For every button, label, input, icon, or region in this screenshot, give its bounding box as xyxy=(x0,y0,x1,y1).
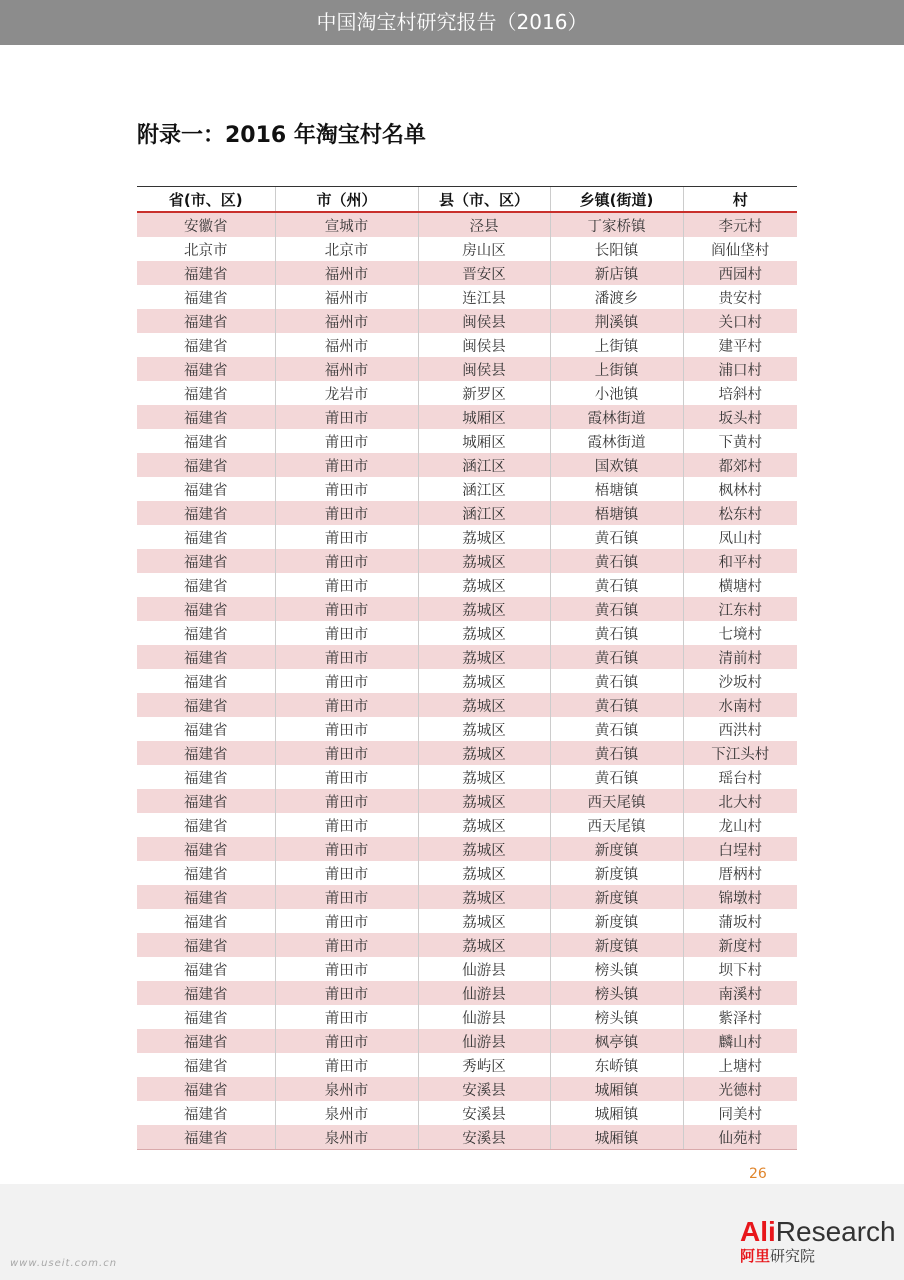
cell-city: 莆田市 xyxy=(275,1029,418,1053)
cell-county: 连江县 xyxy=(418,285,550,309)
cell-city: 福州市 xyxy=(275,333,418,357)
cell-village: 水南村 xyxy=(683,693,797,717)
cell-county: 荔城区 xyxy=(418,549,550,573)
cell-town: 榜头镇 xyxy=(550,981,683,1005)
cell-city: 莆田市 xyxy=(275,717,418,741)
table-row xyxy=(137,261,797,285)
cell-village: 横塘村 xyxy=(683,573,797,597)
cell-city: 福州市 xyxy=(275,357,418,381)
cell-town: 新度镇 xyxy=(550,837,683,861)
table-row xyxy=(137,405,797,429)
cell-city: 莆田市 xyxy=(275,549,418,573)
cell-town: 小池镇 xyxy=(550,381,683,405)
cell-town: 东峤镇 xyxy=(550,1053,683,1077)
cell-city: 泉州市 xyxy=(275,1101,418,1125)
table-row xyxy=(137,741,797,765)
table-row xyxy=(137,1029,797,1053)
table-row xyxy=(137,981,797,1005)
cell-town: 黄石镇 xyxy=(550,597,683,621)
table-row xyxy=(137,693,797,717)
cell-city: 莆田市 xyxy=(275,621,418,645)
cell-county: 仙游县 xyxy=(418,1029,550,1053)
cell-province: 北京市 xyxy=(137,237,275,261)
cell-village: 上塘村 xyxy=(683,1053,797,1077)
cell-village: 李元村 xyxy=(683,212,797,237)
cell-town: 荆溪镇 xyxy=(550,309,683,333)
cell-village: 都郊村 xyxy=(683,453,797,477)
cell-city: 莆田市 xyxy=(275,789,418,813)
cell-village: 凤山村 xyxy=(683,525,797,549)
cell-town: 黄石镇 xyxy=(550,621,683,645)
table-row xyxy=(137,309,797,333)
logo-chinese xyxy=(740,1246,900,1266)
table-row xyxy=(137,621,797,645)
cell-city: 莆田市 xyxy=(275,741,418,765)
cell-town: 黄石镇 xyxy=(550,669,683,693)
cell-county: 荔城区 xyxy=(418,837,550,861)
table-row xyxy=(137,381,797,405)
table-row xyxy=(137,1125,797,1150)
cell-province: 福建省 xyxy=(137,1053,275,1077)
cell-city: 福州市 xyxy=(275,285,418,309)
cell-county: 荔城区 xyxy=(418,597,550,621)
cell-village: 锦墩村 xyxy=(683,885,797,909)
cell-town: 梧塘镇 xyxy=(550,477,683,501)
cell-province: 福建省 xyxy=(137,1005,275,1029)
cell-village: 枫林村 xyxy=(683,477,797,501)
cell-town: 丁家桥镇 xyxy=(550,212,683,237)
cell-city: 莆田市 xyxy=(275,861,418,885)
cell-city: 龙岩市 xyxy=(275,381,418,405)
cell-village: 西园村 xyxy=(683,261,797,285)
cell-town: 潘渡乡 xyxy=(550,285,683,309)
cell-county: 荔城区 xyxy=(418,789,550,813)
column-header-village: 村 xyxy=(683,187,797,213)
logo-ali: Ali xyxy=(740,1216,776,1247)
column-header-town: 乡镇(街道) xyxy=(550,187,683,213)
cell-village: 关口村 xyxy=(683,309,797,333)
cell-village: 同美村 xyxy=(683,1101,797,1125)
cell-city: 莆田市 xyxy=(275,525,418,549)
cell-city: 莆田市 xyxy=(275,837,418,861)
cell-county: 秀屿区 xyxy=(418,1053,550,1077)
cell-province: 福建省 xyxy=(137,309,275,333)
appendix-heading: 附录一：2016 年淘宝村名单 xyxy=(137,123,426,148)
cell-town: 榜头镇 xyxy=(550,957,683,981)
cell-province: 福建省 xyxy=(137,813,275,837)
cell-county: 荔城区 xyxy=(418,861,550,885)
cell-village: 光德村 xyxy=(683,1077,797,1101)
cell-province: 福建省 xyxy=(137,669,275,693)
cell-province: 福建省 xyxy=(137,1029,275,1053)
cell-city: 莆田市 xyxy=(275,693,418,717)
table-row xyxy=(137,885,797,909)
table-row xyxy=(137,477,797,501)
cell-county: 荔城区 xyxy=(418,693,550,717)
cell-town: 霞林街道 xyxy=(550,429,683,453)
cell-town: 黄石镇 xyxy=(550,525,683,549)
cell-county: 涵江区 xyxy=(418,501,550,525)
cell-county: 荔城区 xyxy=(418,573,550,597)
table-row xyxy=(137,669,797,693)
cell-county: 安溪县 xyxy=(418,1077,550,1101)
logo-wordmark xyxy=(740,1218,900,1246)
cell-province: 福建省 xyxy=(137,549,275,573)
cell-county: 荔城区 xyxy=(418,765,550,789)
cell-province: 福建省 xyxy=(137,933,275,957)
cell-province: 福建省 xyxy=(137,693,275,717)
cell-town: 新度镇 xyxy=(550,909,683,933)
cell-village: 和平村 xyxy=(683,549,797,573)
table-row xyxy=(137,1077,797,1101)
cell-village: 南溪村 xyxy=(683,981,797,1005)
cell-province: 福建省 xyxy=(137,1101,275,1125)
cell-village: 清前村 xyxy=(683,645,797,669)
table-row xyxy=(137,645,797,669)
cell-province: 福建省 xyxy=(137,597,275,621)
cell-town: 榜头镇 xyxy=(550,1005,683,1029)
table-row xyxy=(137,525,797,549)
cell-county: 安溪县 xyxy=(418,1125,550,1150)
cell-county: 荔城区 xyxy=(418,741,550,765)
cell-town: 西天尾镇 xyxy=(550,813,683,837)
cell-city: 莆田市 xyxy=(275,957,418,981)
cell-province: 福建省 xyxy=(137,261,275,285)
cell-county: 荔城区 xyxy=(418,933,550,957)
cell-county: 闽侯县 xyxy=(418,309,550,333)
table-row xyxy=(137,357,797,381)
cell-county: 荔城区 xyxy=(418,717,550,741)
cell-county: 闽侯县 xyxy=(418,333,550,357)
cell-village: 北大村 xyxy=(683,789,797,813)
cell-county: 荔城区 xyxy=(418,525,550,549)
cell-county: 涵江区 xyxy=(418,477,550,501)
cell-town: 枫亭镇 xyxy=(550,1029,683,1053)
column-header-county: 县（市、区） xyxy=(418,187,550,213)
cell-city: 莆田市 xyxy=(275,573,418,597)
cell-village: 下黄村 xyxy=(683,429,797,453)
cell-city: 莆田市 xyxy=(275,597,418,621)
cell-province: 福建省 xyxy=(137,573,275,597)
cell-village: 仙苑村 xyxy=(683,1125,797,1150)
table-header-row xyxy=(137,187,797,213)
cell-town: 黄石镇 xyxy=(550,549,683,573)
cell-county: 城厢区 xyxy=(418,429,550,453)
table-row xyxy=(137,837,797,861)
cell-county: 晋安区 xyxy=(418,261,550,285)
cell-county: 安溪县 xyxy=(418,1101,550,1125)
cell-village: 西洪村 xyxy=(683,717,797,741)
cell-village: 建平村 xyxy=(683,333,797,357)
cell-county: 荔城区 xyxy=(418,645,550,669)
cell-village: 坂头村 xyxy=(683,405,797,429)
cell-province: 福建省 xyxy=(137,405,275,429)
cell-village: 下江头村 xyxy=(683,741,797,765)
cell-city: 莆田市 xyxy=(275,477,418,501)
cell-village: 阎仙垡村 xyxy=(683,237,797,261)
cell-village: 松东村 xyxy=(683,501,797,525)
cell-town: 长阳镇 xyxy=(550,237,683,261)
table-row xyxy=(137,501,797,525)
logo-research: Research xyxy=(775,1216,896,1247)
cell-city: 莆田市 xyxy=(275,885,418,909)
cell-county: 仙游县 xyxy=(418,957,550,981)
cell-village: 厝柄村 xyxy=(683,861,797,885)
table-row xyxy=(137,813,797,837)
cell-town: 新度镇 xyxy=(550,933,683,957)
cell-county: 荔城区 xyxy=(418,813,550,837)
cell-city: 福州市 xyxy=(275,309,418,333)
aliresearch-logo xyxy=(740,1218,900,1270)
cell-county: 荔城区 xyxy=(418,669,550,693)
cell-province: 福建省 xyxy=(137,957,275,981)
cell-county: 仙游县 xyxy=(418,981,550,1005)
cell-province: 福建省 xyxy=(137,909,275,933)
cell-town: 霞林街道 xyxy=(550,405,683,429)
cell-province: 安徽省 xyxy=(137,212,275,237)
cell-province: 福建省 xyxy=(137,981,275,1005)
cell-village: 沙坂村 xyxy=(683,669,797,693)
table-row xyxy=(137,453,797,477)
taobao-village-table xyxy=(137,186,797,1150)
cell-town: 黄石镇 xyxy=(550,717,683,741)
cell-town: 上街镇 xyxy=(550,333,683,357)
report-title: 中国淘宝村研究报告（2016） xyxy=(316,10,588,34)
cell-city: 莆田市 xyxy=(275,429,418,453)
cell-town: 城厢镇 xyxy=(550,1101,683,1125)
table-row xyxy=(137,717,797,741)
cell-city: 莆田市 xyxy=(275,501,418,525)
table-row xyxy=(137,549,797,573)
cell-county: 荔城区 xyxy=(418,885,550,909)
cell-province: 福建省 xyxy=(137,885,275,909)
cell-town: 黄石镇 xyxy=(550,693,683,717)
cell-county: 泾县 xyxy=(418,212,550,237)
cell-town: 上街镇 xyxy=(550,357,683,381)
cell-village: 白埕村 xyxy=(683,837,797,861)
cell-province: 福建省 xyxy=(137,333,275,357)
cell-city: 泉州市 xyxy=(275,1125,418,1150)
cell-town: 城厢镇 xyxy=(550,1077,683,1101)
page-number: 26 xyxy=(749,1166,767,1182)
report-header-bar xyxy=(0,0,904,45)
cell-county: 城厢区 xyxy=(418,405,550,429)
table-row xyxy=(137,237,797,261)
table-row xyxy=(137,1005,797,1029)
cell-county: 涵江区 xyxy=(418,453,550,477)
cell-province: 福建省 xyxy=(137,789,275,813)
cell-province: 福建省 xyxy=(137,501,275,525)
cell-town: 黄石镇 xyxy=(550,645,683,669)
cell-village: 培斜村 xyxy=(683,381,797,405)
column-header-city: 市（州） xyxy=(275,187,418,213)
cell-town: 新度镇 xyxy=(550,861,683,885)
cell-city: 莆田市 xyxy=(275,1053,418,1077)
table-row xyxy=(137,573,797,597)
cell-province: 福建省 xyxy=(137,621,275,645)
cell-city: 莆田市 xyxy=(275,933,418,957)
cell-county: 仙游县 xyxy=(418,1005,550,1029)
watermark-text: www.useit.com.cn xyxy=(10,1258,118,1269)
cell-county: 荔城区 xyxy=(418,909,550,933)
table-row xyxy=(137,212,797,237)
table-row xyxy=(137,933,797,957)
cell-village: 紫泽村 xyxy=(683,1005,797,1029)
cell-city: 莆田市 xyxy=(275,453,418,477)
cell-city: 莆田市 xyxy=(275,981,418,1005)
cell-province: 福建省 xyxy=(137,381,275,405)
cell-city: 莆田市 xyxy=(275,909,418,933)
cell-city: 莆田市 xyxy=(275,813,418,837)
cell-city: 莆田市 xyxy=(275,669,418,693)
cell-city: 宣城市 xyxy=(275,212,418,237)
cell-city: 莆田市 xyxy=(275,1005,418,1029)
cell-province: 福建省 xyxy=(137,357,275,381)
column-header-province: 省(市、区) xyxy=(137,187,275,213)
cell-province: 福建省 xyxy=(137,1125,275,1150)
cell-town: 国欢镇 xyxy=(550,453,683,477)
cell-town: 新度镇 xyxy=(550,885,683,909)
cell-village: 龙山村 xyxy=(683,813,797,837)
table-row xyxy=(137,765,797,789)
cell-village: 麟山村 xyxy=(683,1029,797,1053)
cell-city: 莆田市 xyxy=(275,405,418,429)
cell-village: 七境村 xyxy=(683,621,797,645)
table-body xyxy=(137,212,797,1150)
cell-province: 福建省 xyxy=(137,861,275,885)
cell-city: 福州市 xyxy=(275,261,418,285)
table-row xyxy=(137,429,797,453)
cell-village: 新度村 xyxy=(683,933,797,957)
cell-village: 江东村 xyxy=(683,597,797,621)
table-row xyxy=(137,597,797,621)
cell-village: 坝下村 xyxy=(683,957,797,981)
cell-province: 福建省 xyxy=(137,1077,275,1101)
cell-town: 城厢镇 xyxy=(550,1125,683,1150)
cell-city: 莆田市 xyxy=(275,645,418,669)
cell-county: 新罗区 xyxy=(418,381,550,405)
cell-province: 福建省 xyxy=(137,765,275,789)
logo-research-cn: 研究院 xyxy=(770,1247,816,1265)
cell-town: 黄石镇 xyxy=(550,741,683,765)
cell-county: 闽侯县 xyxy=(418,357,550,381)
cell-province: 福建省 xyxy=(137,717,275,741)
cell-county: 荔城区 xyxy=(418,621,550,645)
cell-town: 西天尾镇 xyxy=(550,789,683,813)
cell-village: 瑶台村 xyxy=(683,765,797,789)
table-row xyxy=(137,957,797,981)
cell-province: 福建省 xyxy=(137,285,275,309)
table-row xyxy=(137,333,797,357)
cell-town: 黄石镇 xyxy=(550,765,683,789)
table-row xyxy=(137,1101,797,1125)
cell-county: 房山区 xyxy=(418,237,550,261)
cell-village: 浦口村 xyxy=(683,357,797,381)
cell-city: 北京市 xyxy=(275,237,418,261)
cell-city: 莆田市 xyxy=(275,765,418,789)
cell-town: 梧塘镇 xyxy=(550,501,683,525)
table-row xyxy=(137,285,797,309)
table-row xyxy=(137,789,797,813)
cell-village: 蒲坂村 xyxy=(683,909,797,933)
logo-ali-cn: 阿里 xyxy=(740,1247,771,1265)
cell-village: 贵安村 xyxy=(683,285,797,309)
table-row xyxy=(137,861,797,885)
table-row xyxy=(137,909,797,933)
cell-town: 新店镇 xyxy=(550,261,683,285)
cell-province: 福建省 xyxy=(137,525,275,549)
cell-town: 黄石镇 xyxy=(550,573,683,597)
cell-province: 福建省 xyxy=(137,645,275,669)
cell-province: 福建省 xyxy=(137,741,275,765)
cell-province: 福建省 xyxy=(137,429,275,453)
cell-city: 泉州市 xyxy=(275,1077,418,1101)
cell-province: 福建省 xyxy=(137,453,275,477)
cell-province: 福建省 xyxy=(137,837,275,861)
table-row xyxy=(137,1053,797,1077)
cell-province: 福建省 xyxy=(137,477,275,501)
